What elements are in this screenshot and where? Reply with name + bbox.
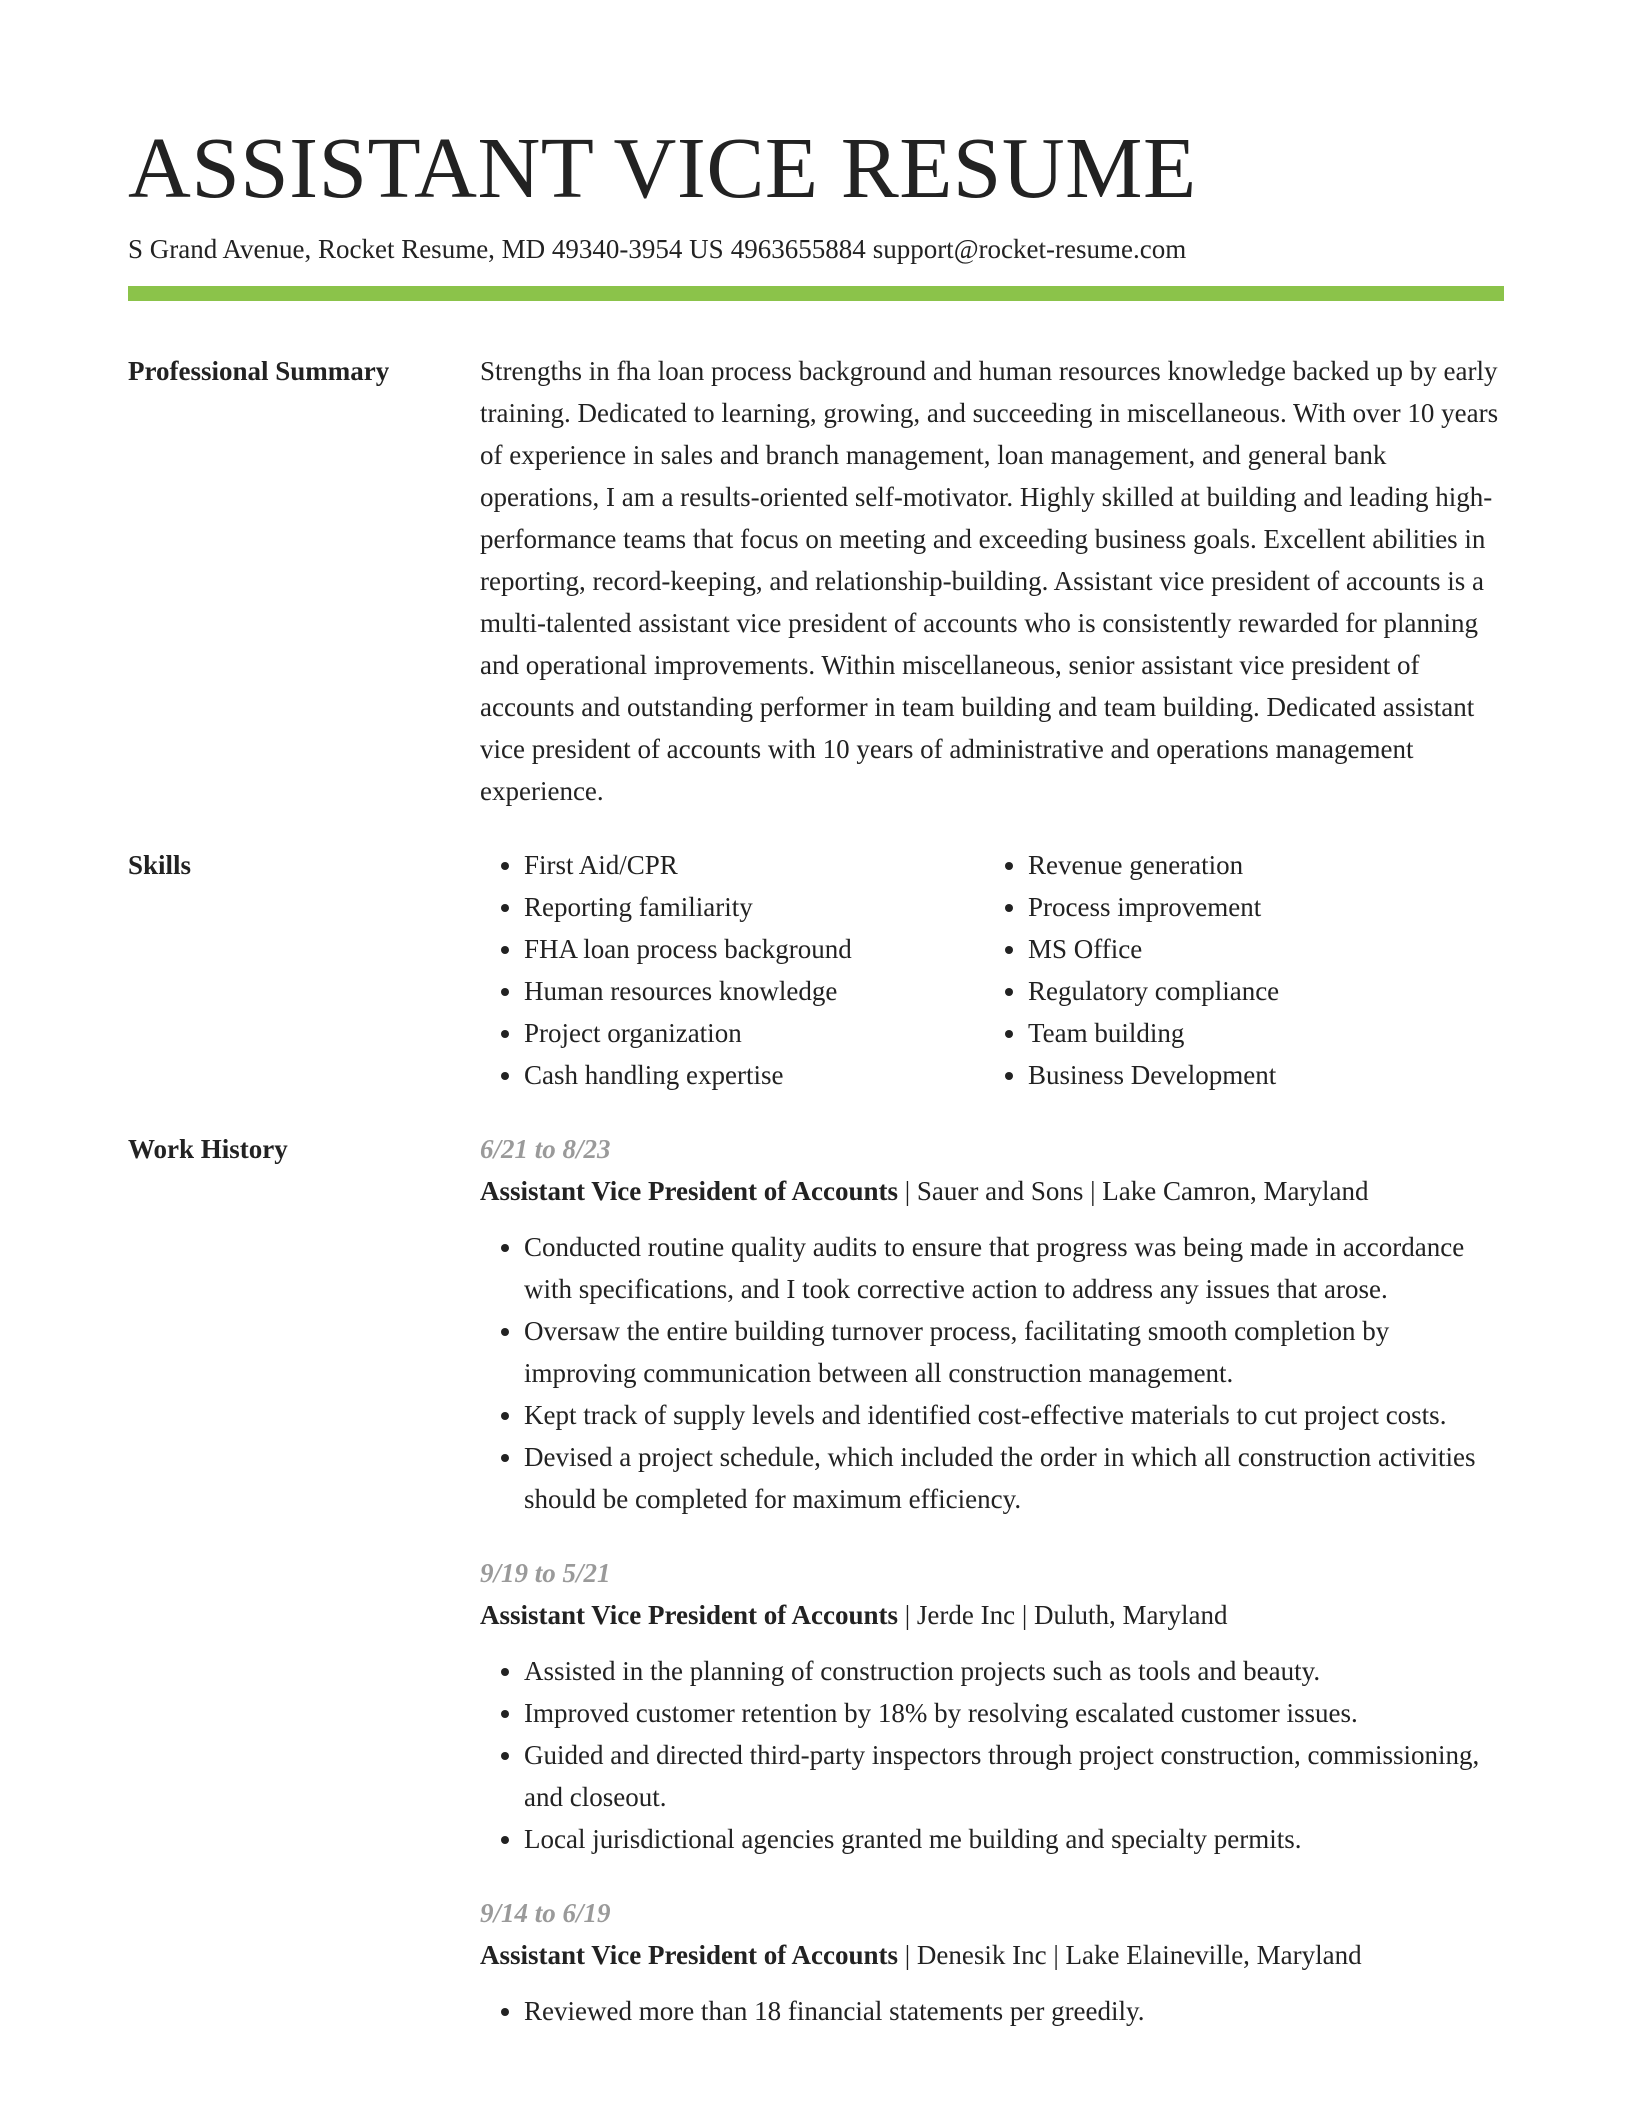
summary-section xyxy=(480,350,1504,812)
job-entry xyxy=(480,1552,1504,1860)
skill-item: • Reporting familiarity xyxy=(524,886,984,928)
job-bullet: • Kept track of supply levels and identified cost-effective materials to cut project costs. xyxy=(524,1394,1504,1436)
skills-list-left xyxy=(480,844,984,1096)
job-dates: 6/21 to 8/23 xyxy=(480,1134,611,1164)
skill-item: • Process improvement xyxy=(1028,886,1488,928)
skill-item: • Human resources knowledge xyxy=(524,970,984,1012)
job-title: Assistant Vice President of Accounts xyxy=(480,1940,898,1970)
job-title: Assistant Vice President of Accounts xyxy=(480,1176,898,1206)
header-divider xyxy=(128,286,1504,301)
work-history-section xyxy=(480,1128,1504,2064)
skills-section xyxy=(480,844,1504,1096)
job-heading xyxy=(480,1594,1504,1636)
contact-line xyxy=(128,230,1186,268)
skill-item: • Revenue generation xyxy=(1028,844,1488,886)
job-bullet: • Local jurisdictional agencies granted me building and specialty permits. xyxy=(524,1818,1504,1860)
summary-text: Strengths in fha loan process background and human resources knowledge backed up by early training. Dedicated to learning, growing, and succeeding in miscellaneous. With over 10 years of experience in sales and branch management, loan management, and general bank operations, I am a results-oriented self-motivator. Highly skilled at building and leading high-performance teams that focus on meeting and exceeding business goals. Excellent abilities in reporting, record-keeping, and relationship-building. Assistant vice president of accounts is a multi-talented assistant vice president of accounts who is consistently rewarded for planning and operational improvements. Within miscellaneous, senior assistant vice president of accounts and outstanding performer in team building and team building. Dedicated assistant vice president of accounts with 10 years of administrative and operations management experience. xyxy=(480,356,1499,806)
skill-item: • First Aid/CPR xyxy=(524,844,984,886)
job-entry xyxy=(480,1128,1504,1520)
job-details: | Denesik Inc | Lake Elaineville, Maryland xyxy=(898,1940,1362,1970)
job-bullets xyxy=(480,1650,1504,1860)
job-bullet: • Devised a project schedule, which included the order in which all construction activities should be completed for maximum efficiency. xyxy=(524,1436,1504,1520)
skill-item: • Regulatory compliance xyxy=(1028,970,1488,1012)
work-history-heading: Work History xyxy=(128,1134,288,1164)
skill-item: • Team building xyxy=(1028,1012,1488,1054)
contact-email: support@rocket-resume.com xyxy=(872,234,1187,264)
skill-item: • FHA loan process background xyxy=(524,928,984,970)
job-bullets xyxy=(480,1226,1504,1520)
job-title: Assistant Vice President of Accounts xyxy=(480,1600,898,1630)
job-dates: 9/19 to 5/21 xyxy=(480,1558,611,1588)
job-bullet: • Improved customer retention by 18% by resolving escalated customer issues. xyxy=(524,1692,1504,1734)
skills-heading: Skills xyxy=(128,850,192,880)
resume-title: ASSISTANT VICE RESUME xyxy=(128,119,1197,216)
skill-item: • MS Office xyxy=(1028,928,1488,970)
job-bullet: • Guided and directed third-party inspectors through project construction, commissioning, and closeout. xyxy=(524,1734,1504,1818)
job-details: | Jerde Inc | Duluth, Maryland xyxy=(898,1600,1228,1630)
summary-heading: Professional Summary xyxy=(128,356,390,386)
job-dates: 9/14 to 6/19 xyxy=(480,1898,611,1928)
skills-list-right xyxy=(984,844,1488,1096)
skill-item: • Business Development xyxy=(1028,1054,1488,1096)
job-heading xyxy=(480,1170,1504,1212)
job-entry xyxy=(480,1892,1504,2032)
job-bullet: • Reviewed more than 18 financial statements per greedily. xyxy=(524,1990,1504,2032)
contact-address: S Grand Avenue, Rocket Resume, MD 49340-3954 US xyxy=(128,234,724,264)
skill-item: • Project organization xyxy=(524,1012,984,1054)
job-details: | Sauer and Sons | Lake Camron, Maryland xyxy=(898,1176,1369,1206)
job-bullets xyxy=(480,1990,1504,2032)
contact-phone: 4963655884 xyxy=(730,234,866,264)
job-bullet: • Assisted in the planning of construction projects such as tools and beauty. xyxy=(524,1650,1504,1692)
skill-item: • Cash handling expertise xyxy=(524,1054,984,1096)
job-heading xyxy=(480,1934,1504,1976)
job-bullet: • Conducted routine quality audits to ensure that progress was being made in accordance with specifications, and I took corrective action to address any issues that arose. xyxy=(524,1226,1504,1310)
job-bullet: • Oversaw the entire building turnover process, facilitating smooth completion by improving communication between all construction management. xyxy=(524,1310,1504,1394)
